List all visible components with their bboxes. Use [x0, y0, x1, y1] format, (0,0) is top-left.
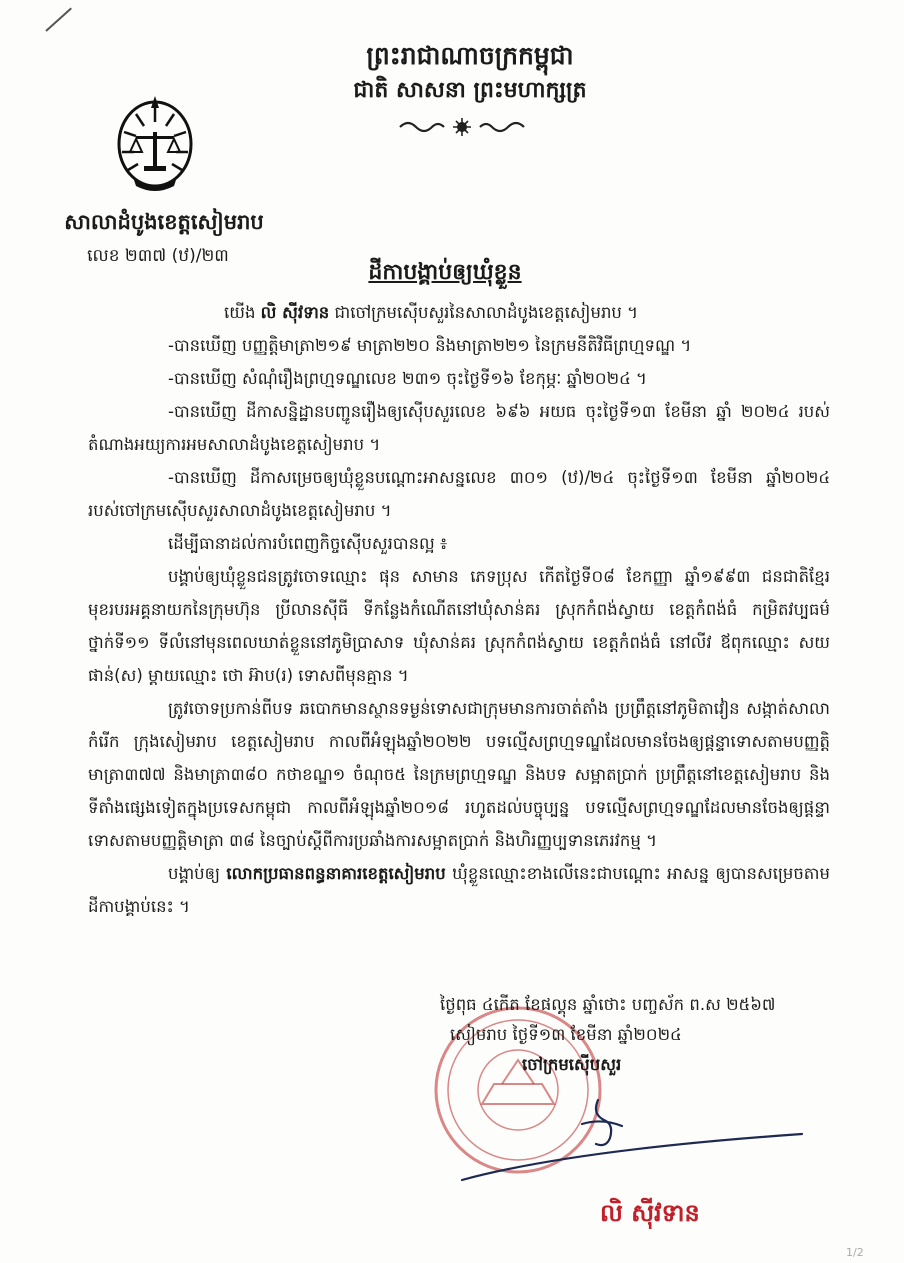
signer-title: ចៅក្រមស៊ើបសួរ — [522, 1055, 622, 1074]
intro-prefix: យើង — [224, 303, 256, 322]
charges-paragraph: ត្រូវចោទប្រកាន់ពីបទ ឆបោកមានស្ថានទម្ងន់ទោសជាក្រុមមានការចាត់តាំង ប្រព្រឹត្តនៅភូមិតាវៀន សង្កាត់សាលាកំរើក ក្រុងសៀមរាប ខេត្តសៀមរាប កាលពីអំឡុងឆ្នាំ២០២២ បទល្មើសព្រហ្មទណ្ឌដែលមានចែងឲ្យផ្តន្ទាទោសតាមបញ្ញត្តិមាត្រា៣៧៧ និងមាត្រា៣៨០ កថាខណ្ឌ១ ចំណុច៥ នៃក្រមព្រហ្មទណ្ឌ និងបទ សម្អាតប្រាក់ ប្រព្រឹត្តនៅខេត្តសៀមរាប និងទីតាំងផ្សេងទៀតក្នុងប្រទេសកម្ពុជា កាលពីអំឡុងឆ្នាំ២០១៨ រហូតដល់បច្ចុប្បន្ន បទល្មើសព្រហ្មទណ្ឌដែលមានចែងឲ្យផ្តន្ទាទោសតាមបញ្ញត្តិមាត្រា ៣៨ នៃច្បាប់ស្តីពីការប្រឆាំងការសម្អាតប្រាក់ និងហិរញ្ញប្បទានភេរវកម្ម ។ — [88, 699, 830, 850]
prison-director: លោកប្រធានពន្ធនាគារខេត្តសៀមរាប — [226, 864, 446, 883]
issuing-court: សាលាដំបូងខេត្តសៀមរាប — [64, 210, 264, 234]
command-paragraph — [88, 857, 830, 923]
command-prefix: បង្គាប់ឲ្យ — [168, 864, 221, 883]
detention-order-person: បង្គាប់ឲ្យឃុំខ្លួនជនត្រូវចោទឈ្មោះ ផុន សាមាន ភេទប្រុស កើតថ្ងៃទី០៨ ខែកញ្ញា ឆ្នាំ១៩៩៣ ជនជាតិខ្មែរ មុខរបរអគ្គនាយកនៃក្រុមហ៊ុន ប្រីលានស៊ីធី ទីកន្លែងកំណើតនៅឃុំសាន់គរ ស្រុកកំពង់ស្វាយ ខេត្តកំពង់ធំ កម្រិតវប្បធម៌ថ្នាក់ទី១១ ទីលំនៅមុនពេលឃាត់ខ្លួននៅភូមិប្រាសាទ ឃុំសាន់គរ ស្រុកកំពង់ស្វាយ ខេត្តកំពង់ធំ នៅលីវ ឪពុកឈ្មោះ សយ ផាន់(ស) ម្តាយឈ្មោះ ថោ អ៊ាប(រ) ទោសពីមុនគ្មាន ។ — [88, 567, 830, 685]
national-motto: ជាតិ សាសនា ព្រះមហាក្សត្រ — [353, 78, 587, 103]
reference-number: លេខ ២៣៧ (ឋ)/២៣ — [87, 246, 229, 266]
seen-clause-2: -បានឃើញ សំណុំរឿងព្រហ្មទណ្ឌលេខ ២៣១ ចុះថ្ងៃទី១៦ ខែកុម្ភៈ ឆ្នាំ២០២៤ ។ — [168, 369, 647, 388]
court-emblem-icon — [114, 92, 196, 196]
seen-clause-4: -បានឃើញ ដីកាសម្រេចឲ្យឃុំខ្លួនបណ្តោះអាសន្នលេខ ៣០១ (ឋ)/២៤ ចុះថ្ងៃទី១៣ ខែមីនា ឆ្នាំ២០២៤ របស់ចៅក្រមស៊ើបសួរសាលាដំបូងខេត្តសៀមរាប ។ — [88, 468, 830, 520]
seen-clause-1: -បានឃើញ បញ្ញត្តិមាត្រា២១៩ មាត្រា២២០ និងមាត្រា២២១ នៃក្រមនីតិវិធីព្រហ្មទណ្ឌ ។ — [168, 336, 692, 355]
intro-suffix: ជាចៅក្រមស៊ើបសួរនៃសាលាដំបូងខេត្តសៀមរាប ។ — [334, 303, 639, 322]
ornament-divider-icon — [392, 112, 532, 142]
kingdom-heading: ព្រះរាជាណាចក្រកម្ពុជា — [366, 41, 574, 70]
seen-clause-3: -បានឃើញ ដីកាសន្និដ្ឋានបញ្ជូនរឿងឲ្យស៊ើបសួរលេខ ៦៩៦ អយធ ចុះថ្ងៃទី១៣ ខែមីនា ឆ្នាំ ២០២៤ របស់តំណាងអយ្យការអមសាលាដំបូងខេត្តសៀមរាប ។ — [88, 402, 830, 454]
lunar-date: ថ្ងៃពុធ ៤កើត ខែផល្គុន ឆ្នាំថោះ បញ្ចស័ក ព.ស ២៥៦៧ — [440, 995, 776, 1014]
purpose-clause: ដើម្បីធានាដល់ការបំពេញកិច្ចស៊ើបសួរបានល្អ ៖ — [168, 534, 448, 553]
place-date: សៀមរាប ថ្ងៃទី១៣ ខែមីនា ឆ្នាំ២០២៤ — [450, 1025, 682, 1044]
judge-name: លិ ស៊ីវទាន — [260, 303, 330, 322]
scan-artifact — [45, 8, 72, 32]
date-block — [440, 990, 840, 1080]
signature-icon — [452, 1080, 812, 1190]
command-suffix: ឃុំខ្លួនឈ្មោះខាងលើនេះជាបណ្តោះ អាសន្ន ឲ្យបានសម្រេចតាមដីកាបង្គាប់នេះ ។ — [88, 864, 830, 916]
document-title: ដីកាបង្គាប់ឲ្យឃុំខ្លួន — [368, 260, 522, 285]
intro-paragraph — [88, 296, 830, 329]
document-body — [88, 296, 830, 923]
signer-name: លិ ស៊ីវទាន — [600, 1198, 700, 1227]
page-indicator: 1/2 — [846, 1246, 864, 1259]
